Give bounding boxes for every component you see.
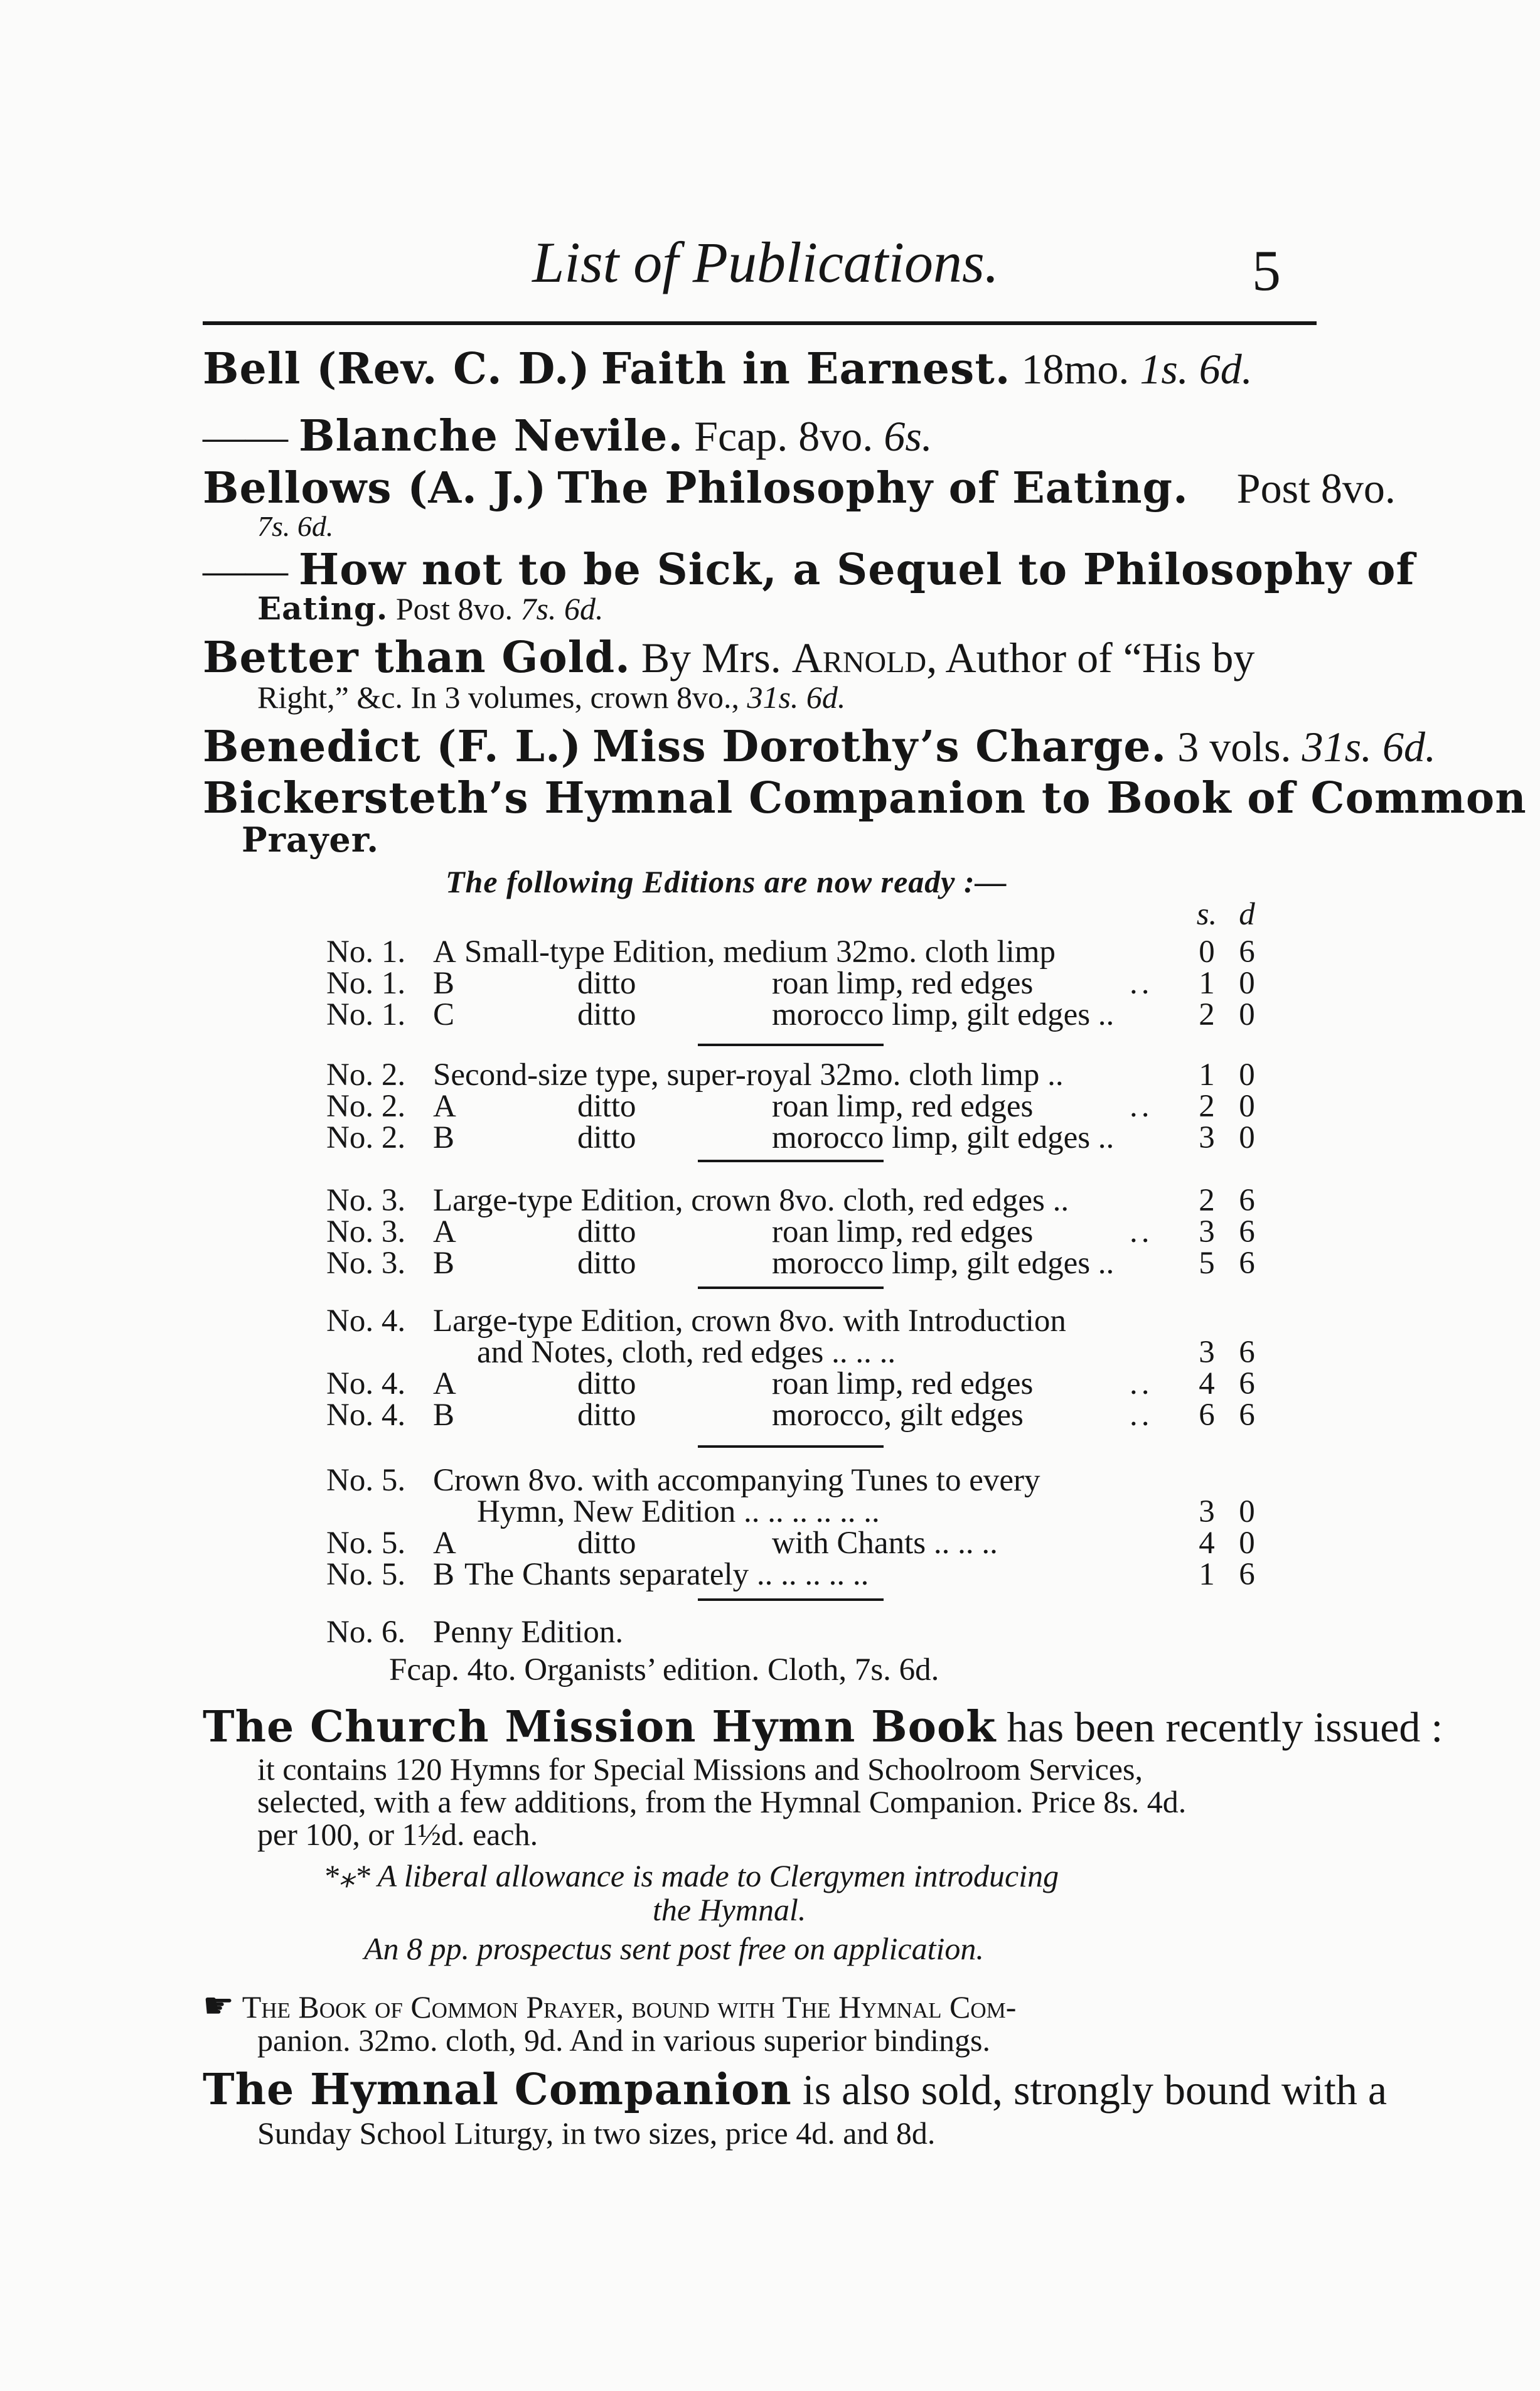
edition-number: No. 5. <box>326 1526 406 1561</box>
entry-better-line2 <box>257 679 845 715</box>
edition-description: Large-type Edition, crown 8vo. cloth, red edges .. <box>433 1183 1069 1218</box>
price-shillings: 1 <box>1199 966 1215 1001</box>
price-pence: 6 <box>1239 1335 1255 1370</box>
entry-details: Fcap. 8vo. <box>694 412 874 460</box>
price-shillings: 2 <box>1199 1089 1215 1124</box>
bcp-text: The Book of Common Prayer, bound with The Hymnal Com- <box>242 1989 1017 2025</box>
price-pence: 0 <box>1239 1526 1255 1561</box>
entry-title: Blanche Nevile. <box>299 411 684 461</box>
entry-price: 31s. 6d. <box>747 680 846 715</box>
entry-bellows-sick <box>203 545 1415 595</box>
price-shillings: 4 <box>1199 1526 1215 1561</box>
edition-binding: roan limp, red edges <box>772 1366 1034 1401</box>
price-shillings: 3 <box>1199 1335 1215 1370</box>
entry-price: 7s. 6d. <box>257 510 334 542</box>
edition-letter: A <box>433 934 456 970</box>
price-pence: 6 <box>1239 1214 1255 1249</box>
edition-description: Large-type Edition, crown 8vo. with Introduction <box>433 1303 1066 1339</box>
entry-bickersteth-line2: Prayer. <box>242 820 380 860</box>
edition-letter: B <box>433 1557 455 1592</box>
edition-ditto: ditto <box>577 1246 636 1281</box>
edition-letter: B <box>433 1398 455 1433</box>
entry-title: The Philosophy of Eating. <box>557 463 1189 513</box>
entry-details: 18mo. <box>1021 345 1130 393</box>
edition-binding: roan limp, red edges <box>772 1089 1034 1124</box>
edition-letter: A <box>433 1089 456 1124</box>
edition-ditto: ditto <box>577 1398 636 1433</box>
edition-number: No. 3. <box>326 1183 406 1218</box>
edition-dots: .. <box>1130 1214 1153 1249</box>
entry-price: 6s. <box>884 412 933 460</box>
table-divider <box>698 1445 884 1448</box>
edition-number: No. 6. <box>326 1615 406 1650</box>
edition-dots: .. <box>1130 1366 1153 1401</box>
hymnal-companion-line2: Sunday School Liturgy, in two sizes, price 4d. and 8d. <box>257 2116 936 2151</box>
edition-letter: B <box>433 1246 455 1281</box>
edition-ditto: ditto <box>577 966 636 1001</box>
edition-number: No. 5. <box>326 1557 406 1592</box>
entry-details: Post 8vo. <box>395 591 513 626</box>
entry-details: 3 vols. <box>1177 723 1291 771</box>
price-shillings: 2 <box>1199 997 1215 1032</box>
edition-number: No. 1. <box>326 934 406 970</box>
edition-dots: .. <box>1130 966 1153 1001</box>
liberal-allowance-line1 <box>323 1858 1059 1894</box>
edition-number: No. 4. <box>326 1366 406 1401</box>
edition-binding: roan limp, red edges <box>772 1214 1034 1249</box>
asterism: *⁎* <box>323 1858 370 1893</box>
entry-author: Bell (Rev. C. D.) <box>203 344 591 394</box>
edition-ditto: ditto <box>577 997 636 1032</box>
hymnal-companion-text: is also sold, strongly bound with a <box>802 2066 1388 2114</box>
header-rule <box>203 321 1317 325</box>
entry-title: Faith in Earnest. <box>601 344 1011 394</box>
edition-description: Penny Edition. <box>433 1615 624 1650</box>
price-shillings: 6 <box>1199 1398 1215 1433</box>
price-shillings: 1 <box>1199 1557 1215 1592</box>
price-shillings: 3 <box>1199 1120 1215 1155</box>
running-title: List of Publications. <box>532 230 999 294</box>
price-pence: 6 <box>1239 1398 1255 1433</box>
edition-number: No. 5. <box>326 1463 406 1498</box>
edition-description: Hymn, New Edition .. .. .. .. .. .. <box>477 1494 880 1529</box>
entry-title: Better than Gold. <box>203 633 631 683</box>
edition-number: No. 2. <box>326 1089 406 1124</box>
church-mission-text: has been recently issued : <box>1007 1703 1443 1751</box>
price-pence: 6 <box>1239 1246 1255 1281</box>
edition-letter: A <box>433 1366 456 1401</box>
edition-binding: morocco limp, gilt edges .. <box>772 1120 1115 1155</box>
hymnal-companion-title: The Hymnal Companion <box>203 2065 792 2115</box>
price-pence: 0 <box>1239 1057 1255 1093</box>
edition-number: No. 4. <box>326 1398 406 1433</box>
price-shillings: 3 <box>1199 1214 1215 1249</box>
table-divider <box>698 1044 884 1046</box>
price-pence: 0 <box>1239 1494 1255 1529</box>
edition-number: No. 1. <box>326 966 406 1001</box>
edition-letter: C <box>433 997 455 1032</box>
edition-number: No. 2. <box>326 1057 406 1093</box>
liberal-allowance-line2: the Hymnal. <box>653 1892 806 1927</box>
price-pence: 0 <box>1239 997 1255 1032</box>
edition-description: Second-size type, super-royal 32mo. cloth limp .. <box>433 1057 1064 1093</box>
entry-details: Right,” &c. In 3 volumes, crown 8vo., <box>257 680 739 715</box>
price-pence: 6 <box>1239 1366 1255 1401</box>
entry-author: Benedict (F. L.) <box>203 722 582 772</box>
dash: —— <box>203 546 288 594</box>
price-shillings: 5 <box>1199 1246 1215 1281</box>
bcp-line1 <box>203 1986 1016 2026</box>
header-pence: d <box>1239 897 1255 932</box>
entry-price: 1s. 6d. <box>1140 345 1253 393</box>
church-mission-line3: selected, with a few additions, from the Hymnal Companion. Price 8s. 4d. <box>257 1784 1187 1819</box>
entry-bell-blanche <box>203 411 933 461</box>
edition-ditto: ditto <box>577 1526 636 1561</box>
price-shillings: 0 <box>1199 934 1215 970</box>
page-number: 5 <box>1252 238 1281 302</box>
edition-description: Small-type Edition, medium 32mo. cloth limp <box>464 934 1056 970</box>
header-shillings: s. <box>1196 897 1217 932</box>
entry-details: Post 8vo. <box>1236 464 1396 512</box>
pointing-hand-icon: ☛ <box>203 1986 235 2026</box>
entry-title: Miss Dorothy’s Charge. <box>592 722 1167 772</box>
organists-edition: Fcap. 4to. Organists’ edition. Cloth, 7s. 6d. <box>389 1652 939 1688</box>
edition-description: Crown 8vo. with accompanying Tunes to every <box>433 1463 1040 1498</box>
edition-binding: roan limp, red edges <box>772 966 1034 1001</box>
edition-binding: morocco, gilt edges <box>772 1398 1024 1433</box>
edition-description: The Chants separately .. .. .. .. .. <box>464 1557 869 1592</box>
entry-price: 7s. 6d. <box>520 591 604 626</box>
liberal-allowance-text: A liberal allowance is made to Clergymen introducing <box>377 1858 1059 1893</box>
edition-ditto: ditto <box>577 1089 636 1124</box>
price-pence: 6 <box>1239 1183 1255 1218</box>
table-divider <box>698 1598 884 1601</box>
edition-letter: A <box>433 1214 456 1249</box>
bcp-line2: panion. 32mo. cloth, 9d. And in various superior bindings. <box>257 2023 990 2058</box>
entry-price: 31s. 6d. <box>1302 723 1436 771</box>
church-mission-title: The Church Mission Hymn Book <box>203 1702 997 1752</box>
edition-binding: morocco limp, gilt edges .. <box>772 997 1115 1032</box>
prospectus-note: An 8 pp. prospectus sent post free on application. <box>364 1931 984 1966</box>
hymnal-companion-line1 <box>203 2065 1387 2115</box>
price-shillings: 2 <box>1199 1183 1215 1218</box>
entry-author: Bellows (A. J.) <box>203 463 547 513</box>
entry-byline: By Mrs. <box>641 634 781 682</box>
church-mission-line1 <box>203 1702 1443 1752</box>
edition-ditto: ditto <box>577 1366 636 1401</box>
edition-ditto: ditto <box>577 1120 636 1155</box>
dash: —— <box>203 412 288 460</box>
price-shillings: 3 <box>1199 1494 1215 1529</box>
edition-letter: B <box>433 966 455 1001</box>
edition-dots: .. <box>1130 1089 1153 1124</box>
edition-letter: B <box>433 1120 455 1155</box>
entry-better-than-gold <box>203 633 1254 683</box>
price-shillings: 4 <box>1199 1366 1215 1401</box>
edition-number: No. 1. <box>326 997 406 1032</box>
edition-number: No. 3. <box>326 1246 406 1281</box>
edition-dots: .. <box>1130 1398 1153 1433</box>
edition-number: No. 4. <box>326 1303 406 1339</box>
entry-author: Arnold, <box>791 634 938 682</box>
price-pence: 0 <box>1239 1089 1255 1124</box>
entry-benedict <box>203 722 1436 772</box>
entry-bellows-philosophy <box>203 463 1396 513</box>
price-pence: 6 <box>1239 934 1255 970</box>
table-divider <box>698 1286 884 1289</box>
church-mission-line4: per 100, or 1½d. each. <box>257 1817 538 1852</box>
price-pence: 0 <box>1239 1120 1255 1155</box>
entry-bickersteth: Bickersteth’s Hymnal Companion to Book of Common <box>203 773 1527 823</box>
edition-number: No. 3. <box>326 1214 406 1249</box>
edition-letter: A <box>433 1526 456 1561</box>
edition-binding: morocco limp, gilt edges .. <box>772 1246 1115 1281</box>
edition-description: and Notes, cloth, red edges .. .. .. <box>477 1335 896 1370</box>
editions-intro: The following Editions are now ready :— <box>446 864 1007 899</box>
church-mission-line2: it contains 120 Hymns for Special Missions and Schoolroom Services, <box>257 1752 1143 1787</box>
price-pence: 0 <box>1239 966 1255 1001</box>
edition-ditto: ditto <box>577 1214 636 1249</box>
entry-author-of: Author of “His by <box>945 634 1255 682</box>
entry-title-cont: Eating. <box>257 590 388 627</box>
edition-number: No. 2. <box>326 1120 406 1155</box>
entry-bellows-sick-line2 <box>257 590 603 627</box>
price-shillings: 1 <box>1199 1057 1215 1093</box>
edition-binding: with Chants .. .. .. <box>772 1526 998 1561</box>
entry-bell-faith <box>203 344 1253 394</box>
entry-title: How not to be Sick, a Sequel to Philosophy of <box>299 545 1415 595</box>
price-pence: 6 <box>1239 1557 1255 1592</box>
table-divider <box>698 1160 884 1162</box>
